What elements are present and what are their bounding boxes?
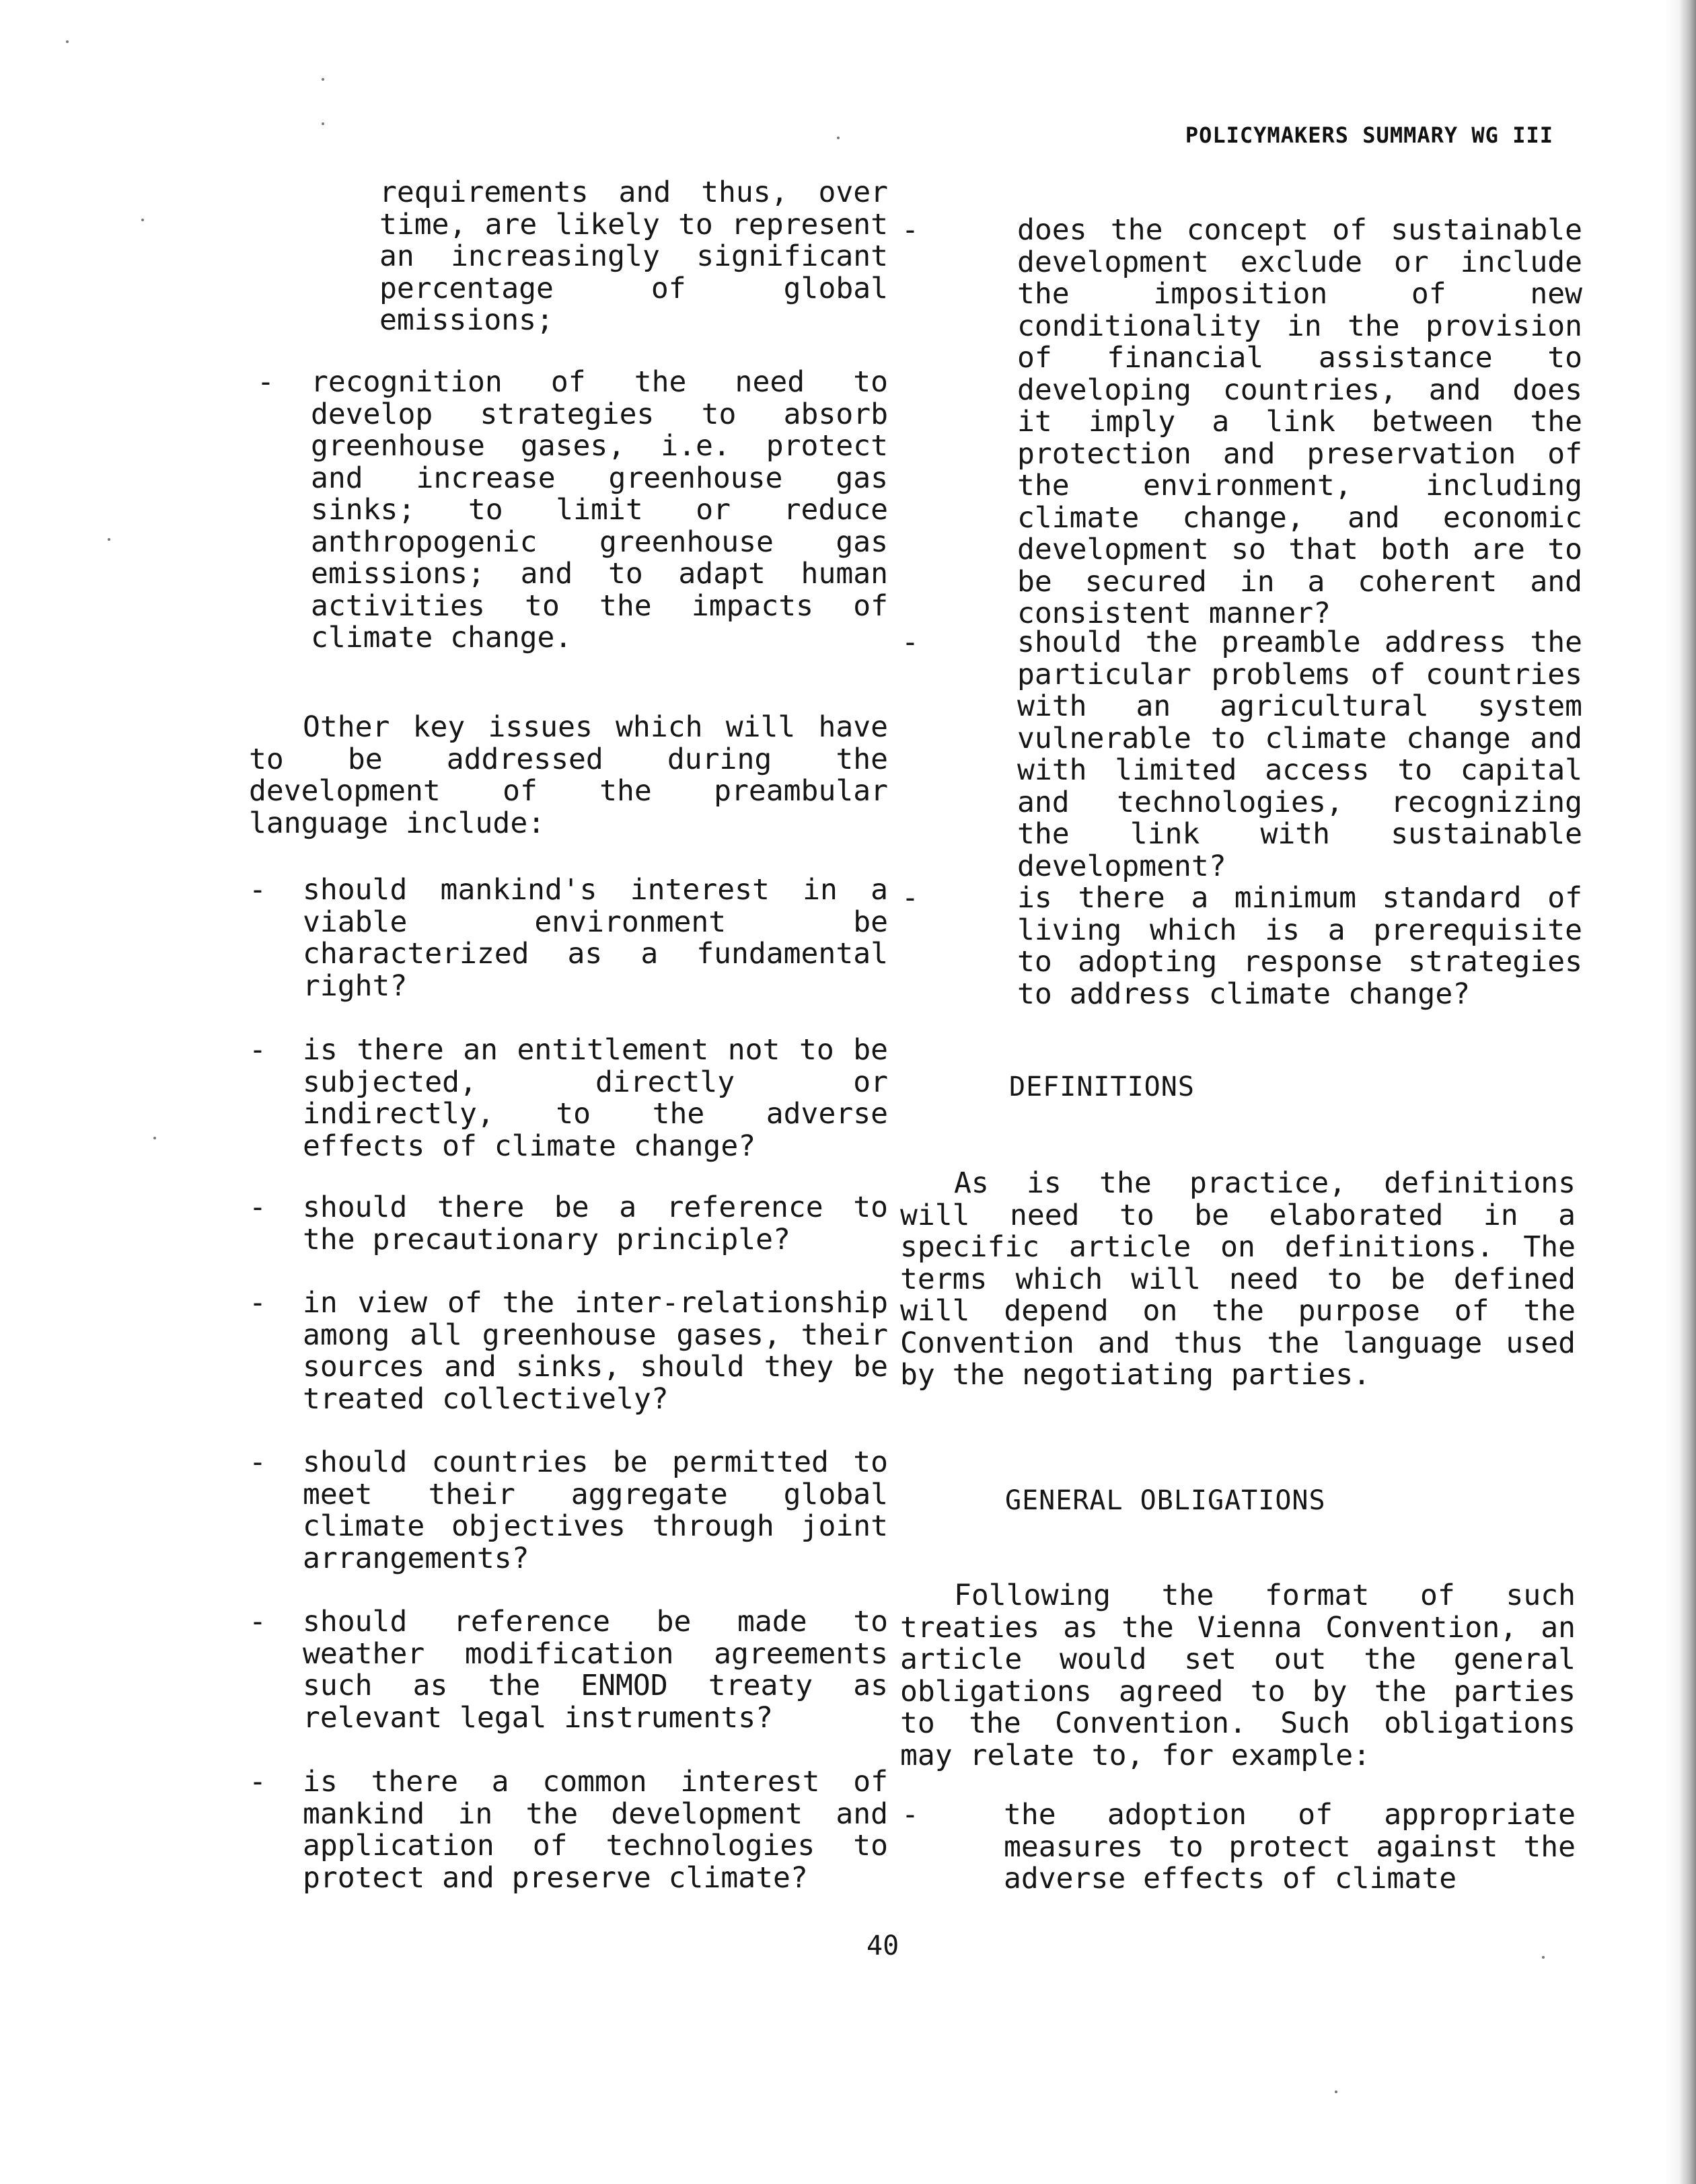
general-obligations-paragraph: Following the format of such treaties as the Vienna Convention, an article would set out the general obligations agreed to by the parties to the Convention. Such obligations may relate to, for example:	[900, 1579, 1576, 1772]
list-item-text: should mankind's interest in a viable environment be characterized as a fundamental right?	[303, 873, 888, 1003]
scan-speck	[322, 78, 324, 81]
list-item-text: the adoption of appropriate measures to protect against the adverse effects of climate	[1004, 1798, 1576, 1895]
list-item	[901, 627, 1582, 882]
list-item	[249, 1192, 888, 1256]
list-item	[249, 1287, 888, 1415]
list-dash: -	[901, 1798, 919, 1832]
list-dash: -	[901, 626, 919, 659]
running-header: POLICYMAKERS SUMMARY WG III	[1185, 122, 1553, 148]
definitions-paragraph: As is the practice, definitions will need to be elaborated in a specific article on definitions. The terms which will need to be defined will depend on the purpose of the Convention and thus the language used by the negotiating parties.	[900, 1166, 1576, 1392]
list-item-text: is there a common interest of mankind in the development and application of technologies to protect and preserve climate?	[303, 1765, 888, 1895]
list-dash: -	[249, 1286, 266, 1320]
list-item-text: does the concept of sustainable development exclude or include the imposition of new conditionality in the provision of financial assistance to developing countries, and does it imply a link between the protection and preservation of the environment, including climate change, and economic development so that both are to be secured in a coherent and consistent manner?	[1017, 213, 1582, 630]
list-item	[249, 1034, 888, 1162]
scan-speck	[141, 219, 144, 221]
scan-speck	[1335, 2091, 1337, 2093]
page-number: 40	[867, 1930, 899, 1961]
continuation-paragraph: requirements and thus, over time, are likely to represent an increasingly significant percentage of global emissions;	[379, 176, 888, 337]
page-edge-shadow	[1665, 0, 1696, 2184]
definitions-heading: DEFINITIONS	[1009, 1071, 1195, 1102]
list-item	[249, 1447, 888, 1575]
list-item	[249, 1766, 888, 1894]
list-item-text: should the preamble address the particular problems of countries with an agricultural system vulnerable to climate change and with limited access to capital and technologies, recognizing the link with sustainable development?	[1017, 626, 1582, 883]
general-obligations-heading: GENERAL OBLIGATIONS	[1005, 1485, 1326, 1516]
list-item-text: recognition of the need to develop strategies to absorb greenhouse gases, i.e. protect and increase greenhouse gas sinks; to limit or reduce anthropogenic greenhouse gas emissions; and to adapt human activities to the impacts of climate change.	[311, 365, 888, 654]
intro-paragraph: Other key issues which will have to be addressed during the development of the preambular language include:	[249, 710, 888, 840]
list-dash: -	[901, 881, 919, 915]
scan-speck	[1542, 1956, 1545, 1959]
list-item	[901, 882, 1582, 1010]
list-dash: -	[901, 213, 919, 247]
list-dash: -	[257, 365, 274, 399]
list-dash: -	[249, 1765, 266, 1799]
list-item-text: in view of the inter-relationship among all greenhouse gases, their sources and sinks, should they be treated collectively?	[303, 1286, 888, 1416]
scan-speck	[108, 538, 110, 541]
list-item-text: is there an entitlement not to be subjected, directly or indirectly, to the adverse effects of climate change?	[303, 1033, 888, 1163]
list-item-text: should there be a reference to the precautionary principle?	[303, 1191, 888, 1256]
scan-speck	[153, 1137, 156, 1139]
list-item-text: is there a minimum standard of living which is a prerequisite to adopting response strategies to address climate change?	[1017, 881, 1582, 1011]
list-dash: -	[249, 1445, 266, 1479]
list-item-text: should reference be made to weather modification agreements such as the ENMOD treaty as relevant legal instruments?	[303, 1605, 888, 1735]
list-dash: -	[249, 1191, 266, 1224]
list-dash: -	[249, 1033, 266, 1067]
list-item	[901, 215, 1582, 630]
scan-speck	[322, 122, 324, 125]
list-item-text: should countries be permitted to meet their aggregate global climate objectives through joint arrangements?	[303, 1445, 888, 1575]
list-item	[257, 367, 888, 654]
list-item	[249, 1606, 888, 1734]
list-dash: -	[249, 1605, 266, 1639]
scan-speck	[66, 40, 69, 43]
scan-speck	[837, 137, 840, 139]
list-item	[901, 1799, 1576, 1895]
list-dash: -	[249, 873, 266, 907]
list-item	[249, 874, 888, 1002]
